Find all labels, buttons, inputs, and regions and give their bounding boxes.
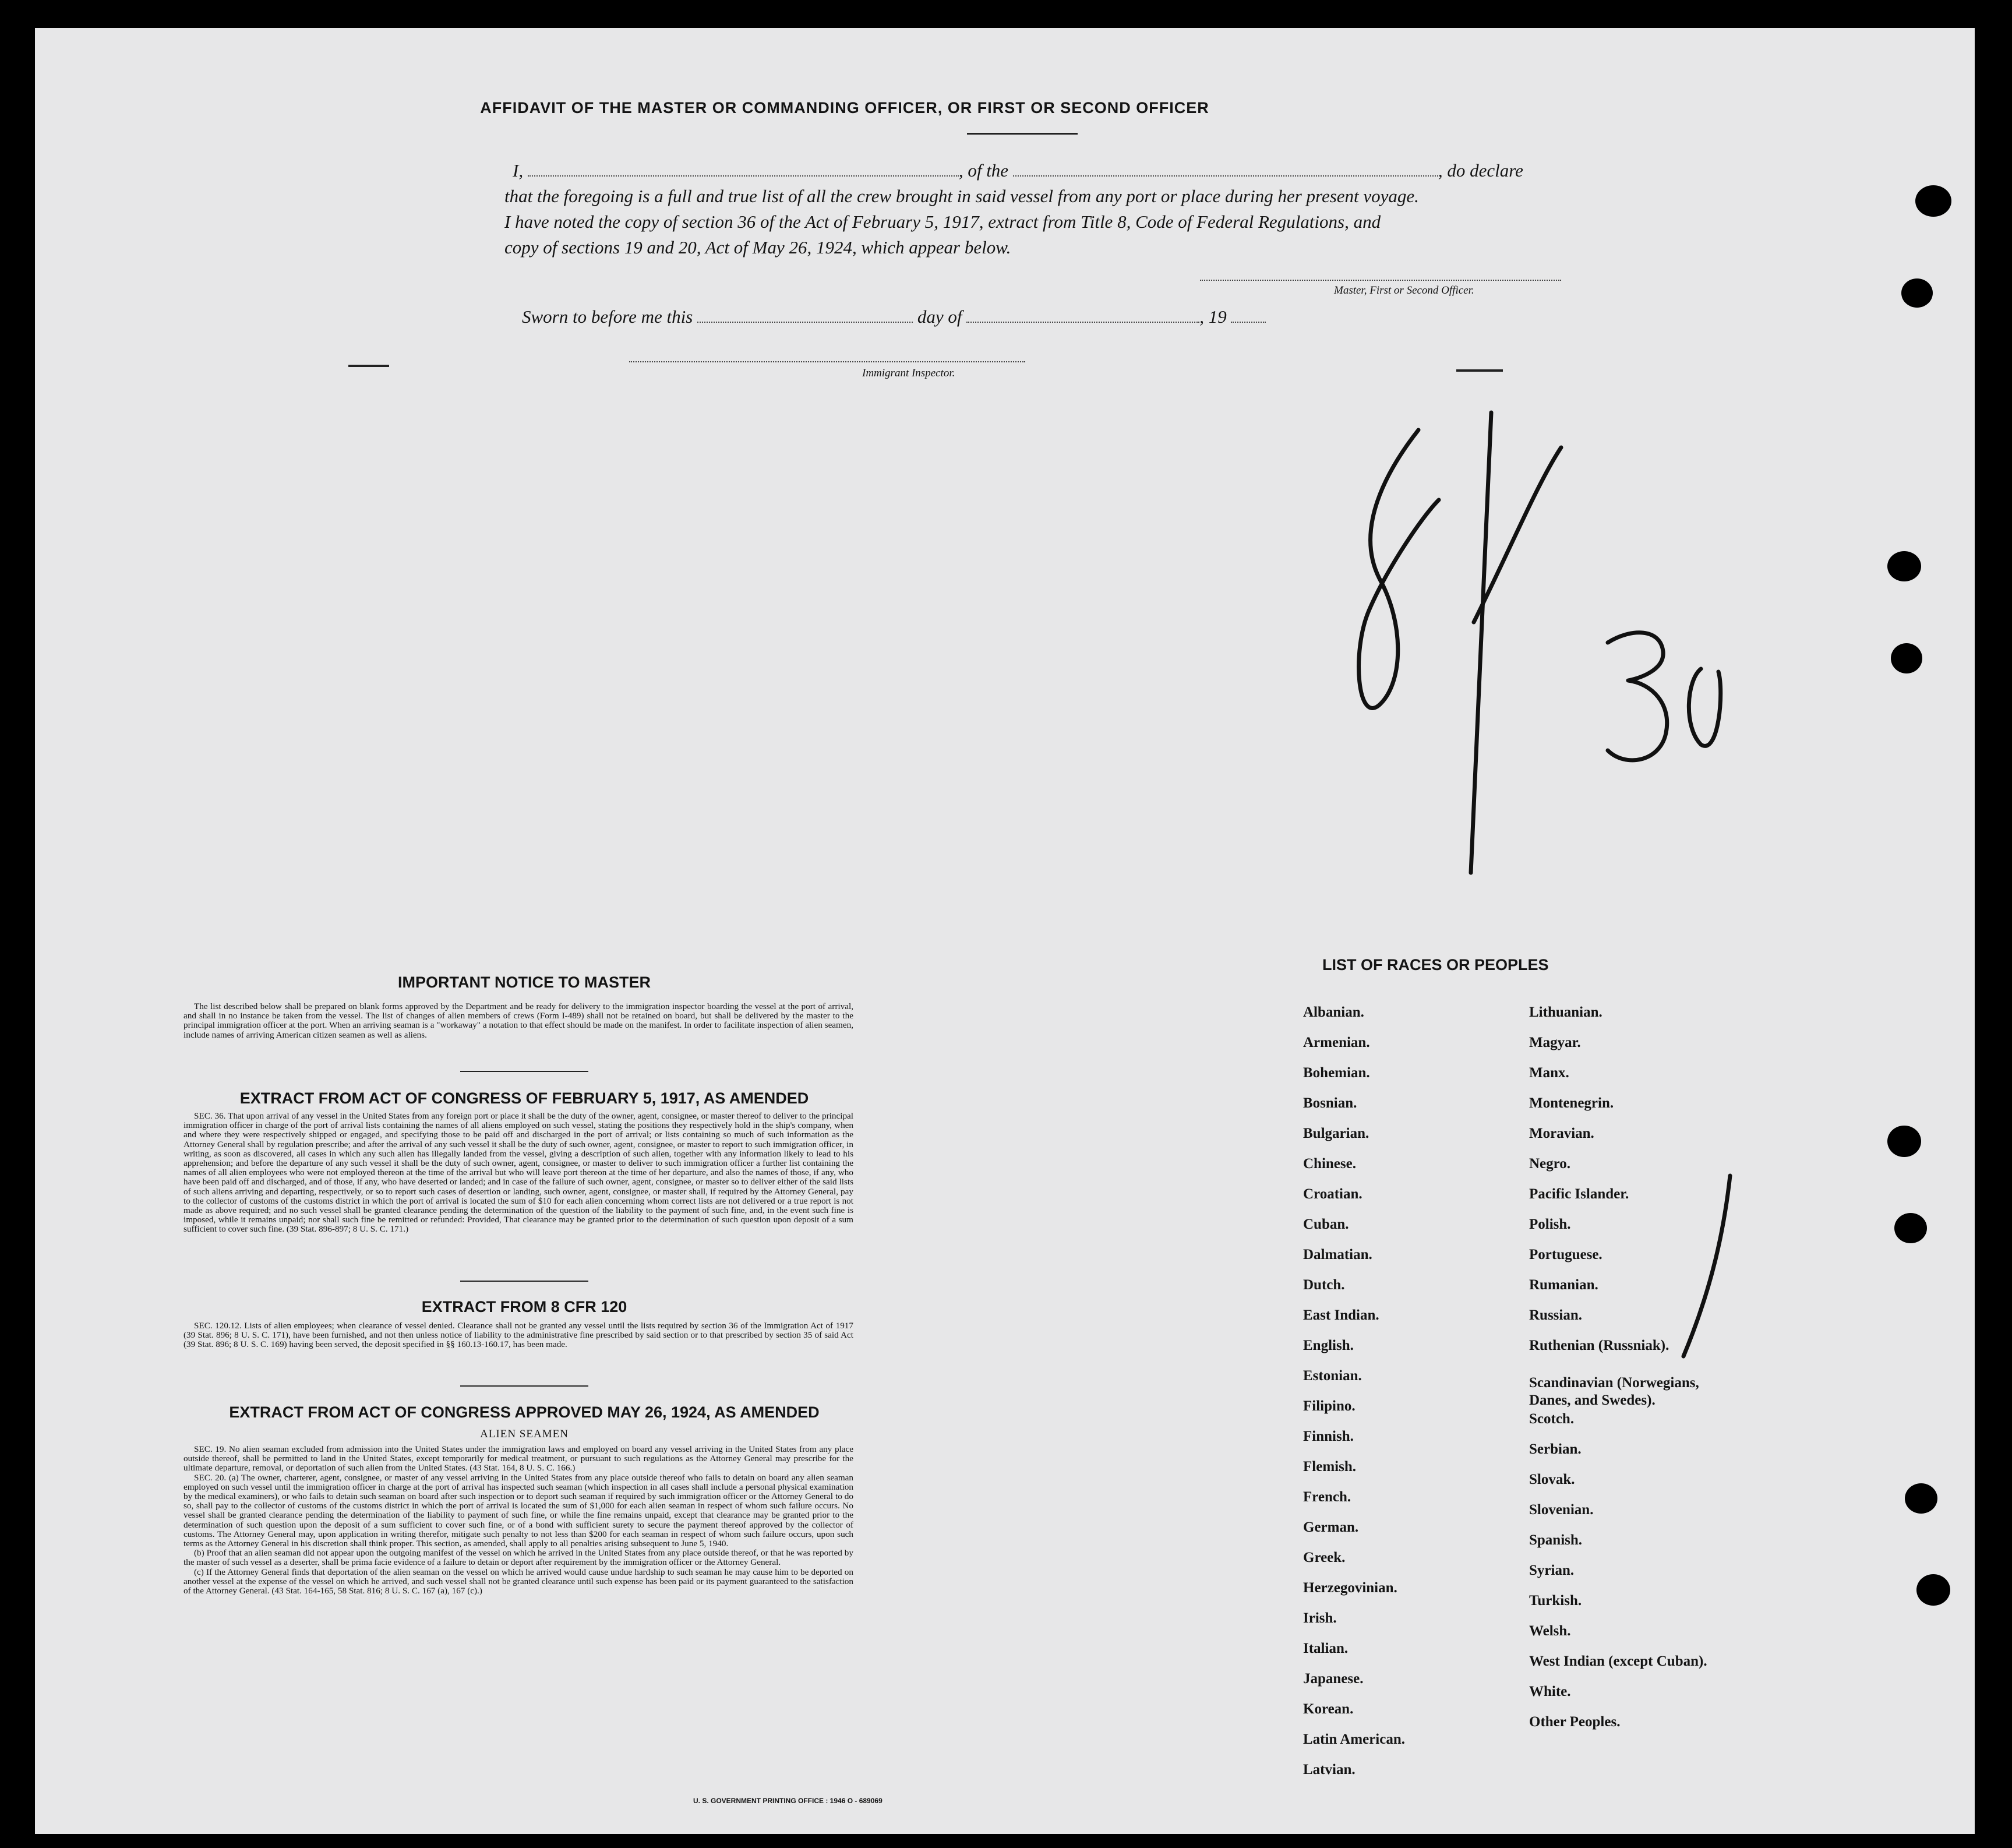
race-item: Spanish. <box>1529 1532 1583 1548</box>
race-item: Cuban. <box>1303 1216 1349 1232</box>
name-field[interactable] <box>528 164 959 177</box>
race-item: Korean. <box>1303 1701 1354 1717</box>
race-item: Rumanian. <box>1529 1277 1598 1293</box>
race-item: Latin American. <box>1303 1731 1405 1747</box>
title-underline <box>967 133 1078 135</box>
notice-body <box>183 1002 853 1040</box>
extract-1924-body <box>183 1445 853 1596</box>
punch-hole <box>1916 1574 1950 1606</box>
dash-left <box>348 365 389 367</box>
race-item: Chinese. <box>1303 1156 1356 1172</box>
race-item: Magyar. <box>1529 1035 1581 1050</box>
master-signature-label: Master, First or Second Officer. <box>1334 284 1474 297</box>
punch-hole <box>1901 278 1933 308</box>
sec19-text: SEC. 19. No alien seaman excluded from admission into the United States under the immigration laws and employed on board any vessel arriving in the United States from any place outside thereof, shall be permitted to land in the United States, except temporarily for medical treatment, or pursuant to such regulations as the Attorney General may prescribe for the ultimate departure, removal, or deportation of such alien from the United States. (43 Stat. 164, 8 U. S. C. 166.) <box>183 1444 853 1473</box>
race-item: Flemish. <box>1303 1459 1356 1475</box>
race-item: Armenian. <box>1303 1035 1370 1050</box>
race-item: Other Peoples. <box>1529 1714 1621 1730</box>
divider-1 <box>460 1071 588 1072</box>
race-item: Serbian. <box>1529 1441 1582 1457</box>
punch-hole <box>1915 185 1951 217</box>
extract-1924-heading: EXTRACT FROM ACT OF CONGRESS APPROVED MAY 26, 1924, AS AMENDED <box>229 1403 820 1421</box>
race-item: Greek. <box>1303 1550 1346 1565</box>
inspector-label: Immigrant Inspector. <box>862 367 955 379</box>
race-item: French. <box>1303 1489 1351 1505</box>
decl-do-declare: , do declare <box>1438 160 1523 181</box>
races-heading: LIST OF RACES OR PEOPLES <box>1322 956 1549 974</box>
sec20b-text: (b) Proof that an alien seaman did not appear upon the outgoing manifest of the vessel on which he arrived in the United States from any place outside thereof, or that he was reported by the master of such vessel as a deserter, shall be prima facie evidence of a failure to detain or deport after requirement by the immigration officer or the Attorney General. <box>183 1548 853 1568</box>
sworn-month-field[interactable] <box>966 310 1199 323</box>
decl-line4: copy of sections 19 and 20, Act of May 26, 1924, which appear below. <box>504 237 1011 258</box>
race-item: Welsh. <box>1529 1623 1571 1639</box>
divider-3 <box>460 1385 588 1387</box>
race-item: Dutch. <box>1303 1277 1345 1293</box>
punch-hole <box>1894 1213 1927 1243</box>
divider-2 <box>460 1281 588 1282</box>
declaration-text <box>504 158 1602 260</box>
race-item: Japanese. <box>1303 1671 1364 1687</box>
dash-right <box>1456 369 1503 372</box>
sec36-text: SEC. 36. That upon arrival of any vessel in the United States from any foreign port or place it shall be the duty of the owner, agent, consignee, or master thereof to deliver to the principal immigration officer in charge of the port of arrival lists containing the names of all aliens employed on such vessel, stating the positions they respectively hold in the ship's company, when and where they were respectively shipped or engaged, and specifying those to be paid off and discharged in the port of arrival; or lists containing so much of such information as the Attorney General shall by regulation prescribe; and after the arrival of any such vessel it shall be the duty of such owner, agent, consignee, or master to report to such immigration officer, in writing, as soon as discovered, all cases in which any such alien has illegally landed from the vessel, giving a description of such alien, together with any information likely to lead to his apprehension; and before the departure of any such vessel it shall be the duty of such owner, agent, consignee, or master to deliver to such immigration officer a further list containing the names of all alien employees who were not employed thereon at the time of the arrival but who will leave port thereon at the time of her departure, and also the names of those, if any, who have been paid off and discharged, and of those, if any, who have deserted or landed; and in case of the failure of such owner, agent, consignee, or master so to deliver either of the said lists of such aliens arriving and departing, respectively, or so to report such cases of desertion or landing, such owner, agent, consignee, or master shall, if required by the Attorney General, pay to the collector of customs of the customs district in which the port of arrival is located the sum of $10 for each alien concerning whom correct lists are not delivered or a true report is not made as above required; and no such vessel shall be granted clearance pending the determination of the question of the liability to the payment of such fine, and, in the event such fine is imposed, while it remains unpaid; nor shall such fine be remitted or refunded: Provided, That clearance may be granted prior to the determination of such question upon deposit of a sum sufficient to cover such fine. (39 Stat. 896-897; 8 U. S. C. 171.) <box>183 1111 853 1235</box>
punch-hole <box>1905 1483 1937 1514</box>
sworn-date-field[interactable] <box>697 310 913 323</box>
race-item: Ruthenian (Russniak). <box>1529 1338 1669 1353</box>
punch-hole <box>1891 643 1922 673</box>
race-item: Moravian. <box>1529 1126 1594 1141</box>
race-item: East Indian. <box>1303 1307 1379 1323</box>
race-item: English. <box>1303 1338 1354 1353</box>
race-item: Pacific Islander. <box>1529 1186 1629 1202</box>
race-item: Bosnian. <box>1303 1095 1357 1111</box>
race-item: Slovak. <box>1529 1472 1575 1487</box>
race-item: Scandinavian (Norwegians, <box>1529 1375 1699 1391</box>
vessel-field[interactable] <box>1013 164 1438 177</box>
sec12012-text: SEC. 120.12. Lists of alien employees; when clearance of vessel denied. Clearance shall not be granted any vessel until the lists required by section 36 of the Immigration Act of 1917 (39 Stat. 896; 8 U. S. C. 171), have been furnished, and not then unless notice of liability to the administrative fine prescribed by said section or to that prescribed by section 35 of said Act (39 Stat. 896; 8 U. S. C. 169) having been served, the deposit specified in §§ 160.13-160.17, has been made. <box>183 1321 853 1350</box>
race-item: Turkish. <box>1529 1593 1582 1609</box>
punch-hole <box>1887 1126 1921 1157</box>
race-item: Danes, and Swedes). <box>1529 1392 1656 1408</box>
race-item: Albanian. <box>1303 1004 1364 1020</box>
master-signature-line[interactable] <box>1200 280 1561 281</box>
notice-text: The list described below shall be prepared on blank forms approved by the Department and be ready for delivery to the immigration inspector boarding the vessel at the port of arrival, and shall in no instance be taken from the vessel. The list of changes of alien members of crews (Form I-489) shall not be retained on board, but shall be delivered by the master to the principal immigration officer at the port. When an arriving seaman is a "workaway" a notation to that effect should be made on the manifest. In order to facilitate inspection of alien seamen, include names of arriving American citizen seamen as well as aliens. <box>183 1001 853 1040</box>
race-item: West Indian (except Cuban). <box>1529 1653 1707 1669</box>
race-item: Dalmatian. <box>1303 1247 1372 1262</box>
race-item: Manx. <box>1529 1065 1569 1081</box>
punch-hole <box>1887 551 1921 581</box>
decl-i: I, <box>513 160 524 181</box>
sworn-line <box>522 306 1266 327</box>
race-item: Herzegovinian. <box>1303 1580 1397 1596</box>
alien-seamen-subheading: ALIEN SEAMEN <box>480 1428 569 1440</box>
race-item: Filipino. <box>1303 1398 1356 1414</box>
race-item: Bulgarian. <box>1303 1126 1369 1141</box>
race-item: Syrian. <box>1529 1563 1575 1578</box>
sec20a-text: SEC. 20. (a) The owner, charterer, agent, consignee, or master of any vessel arriving in the United States from any place outside thereof who fails to detain on board any alien seaman employed on such vessel until the immigration officer in charge at the port of arrival has inspected such seaman (which inspection in all cases shall include a personal physical examination by the medical examiners), or who fails to detain such seaman on board after such inspection or to deport such seaman if required by such immigration officer or the Attorney General to do so, shall pay to the collector of customs of the customs district in which the port of arrival is located the sum of $1,000 for each alien seaman in respect of whom such failure occurs. No vessel shall be granted clearance pending the determination of the liability to payment of such fine, or while the fine remains unpaid, except that clearance may be granted prior to the determination of such question upon the deposit of a sum sufficient to cover such fine, or of a bond with sufficient surety to secure the payment thereof approved by the collector of customs. The Attorney General may, upon application in writing therefor, mitigate such penalty to not less than $200 for each seaman in respect of whom such failure occurs, upon such terms as the Attorney General in his discretion shall think proper. This section, as amended, shall apply to all penalties arising subsequent to June 5, 1940. <box>183 1472 853 1549</box>
extract-1917-heading: EXTRACT FROM ACT OF CONGRESS OF FEBRUARY 5, 1917, AS AMENDED <box>239 1089 809 1107</box>
race-item: Croatian. <box>1303 1186 1362 1202</box>
race-item: Polish. <box>1529 1216 1571 1232</box>
race-item: Latvian. <box>1303 1762 1356 1778</box>
sworn-day-label: day of <box>917 306 962 327</box>
sworn-year-field[interactable] <box>1231 310 1266 323</box>
race-item: Lithuanian. <box>1529 1004 1602 1020</box>
race-item: Bohemian. <box>1303 1065 1370 1081</box>
race-item: Portuguese. <box>1529 1247 1602 1262</box>
decl-line3: I have noted the copy of section 36 of the Act of February 5, 1917, extract from Title 8, Code of Federal Regulations, and <box>504 211 1381 232</box>
sworn-year-label: , 19 <box>1199 306 1227 327</box>
printing-imprint: U. S. GOVERNMENT PRINTING OFFICE : 1946 O - 689069 <box>693 1797 883 1805</box>
sworn-label: Sworn to before me this <box>522 306 693 327</box>
inspector-signature-line[interactable] <box>629 361 1025 362</box>
form-page <box>35 28 1975 1834</box>
extract-cfr-heading: EXTRACT FROM 8 CFR 120 <box>421 1298 627 1316</box>
race-item: Italian. <box>1303 1641 1349 1656</box>
notice-heading: IMPORTANT NOTICE TO MASTER <box>398 974 651 991</box>
extract-1917-body <box>183 1112 853 1235</box>
decl-of-the: , of the <box>958 160 1009 181</box>
race-item: Scotch. <box>1529 1411 1575 1427</box>
affidavit-title: AFFIDAVIT OF THE MASTER OR COMMANDING OFFICER, OR FIRST OR SECOND OFFICER <box>480 99 1209 117</box>
decl-line2: that the foregoing is a full and true list of all the crew brought in said vessel from any port or place during her present voyage. <box>504 186 1419 206</box>
race-item: Estonian. <box>1303 1368 1362 1384</box>
extract-cfr-body <box>183 1321 853 1350</box>
race-item: Slovenian. <box>1529 1502 1594 1518</box>
race-item: Negro. <box>1529 1156 1571 1172</box>
race-item: White. <box>1529 1684 1571 1699</box>
race-item: Finnish. <box>1303 1429 1354 1444</box>
sec20c-text: (c) If the Attorney General finds that deportation of the alien seaman on the vessel on which he arrived would cause undue hardship to such seaman he may cause him to be deported on another vessel at the expense of the vessel on which he arrived, and such vessel shall not be granted clearance until such expense has been paid or its payment guaranteed to the satisfaction of the Attorney General. (43 Stat. 164-165, 58 Stat. 816; 8 U. S. C. 167 (a), 167 (c).) <box>183 1567 853 1596</box>
race-item: Russian. <box>1529 1307 1583 1323</box>
race-item: Montenegrin. <box>1529 1095 1614 1111</box>
race-item: Irish. <box>1303 1610 1337 1626</box>
race-item: German. <box>1303 1519 1359 1535</box>
